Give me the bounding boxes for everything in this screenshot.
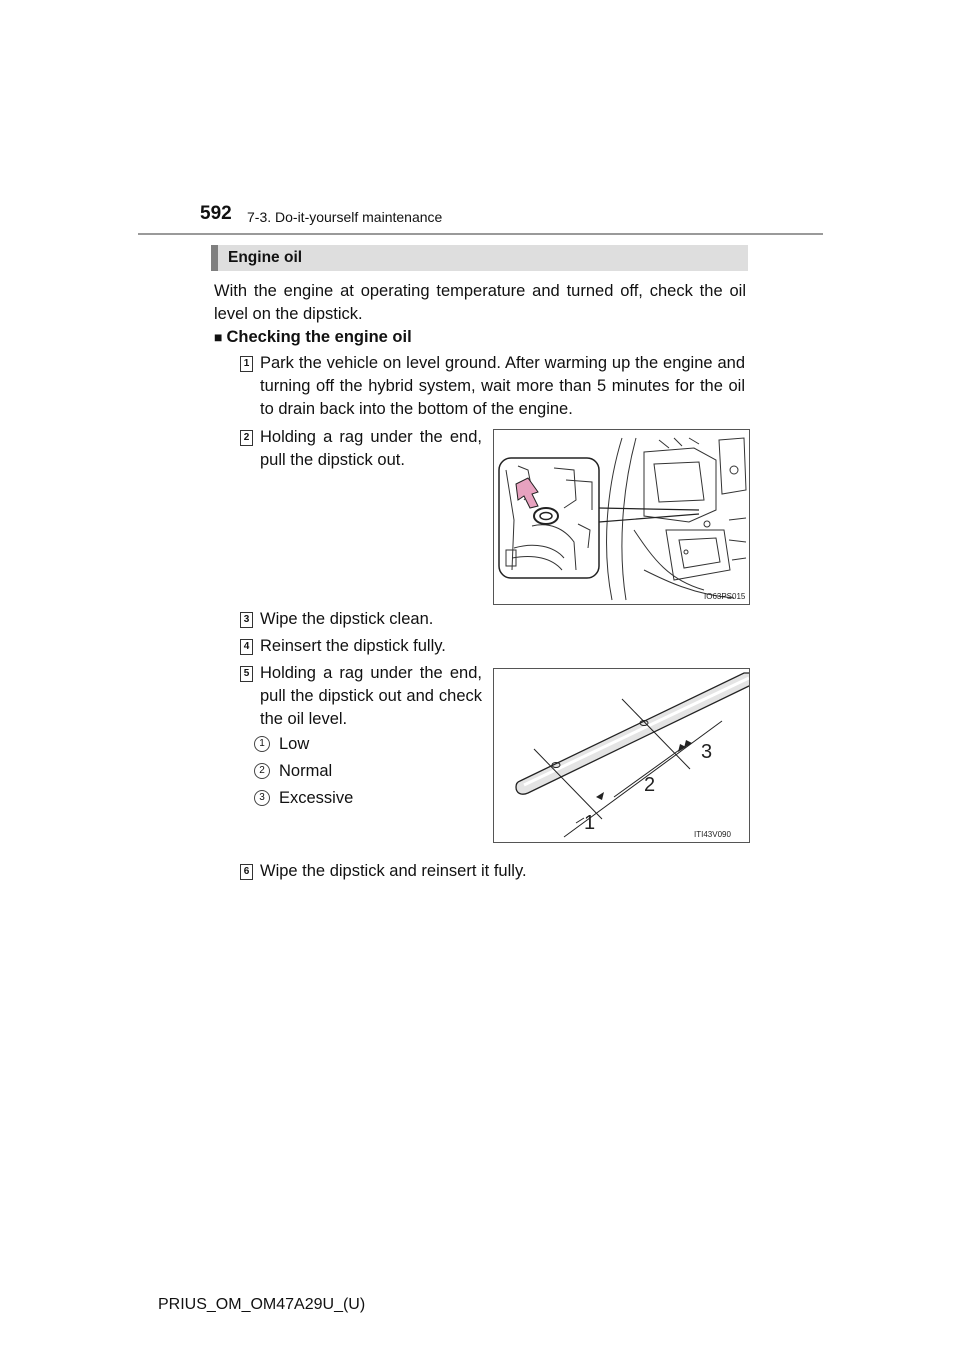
engine-bay-figure [493, 429, 750, 605]
figure-code: IO63PS015 [704, 592, 746, 601]
step-text: Holding a rag under the end, pull the dipstick out and check the oil level. [260, 664, 482, 728]
dipstick-illustration [494, 669, 750, 843]
page-number: 592 [200, 203, 232, 224]
header-rule [138, 233, 823, 235]
callout-2: 2 [644, 774, 656, 796]
subheading-text: Checking the engine oil [226, 328, 412, 346]
square-bullet-icon: ■ [214, 329, 223, 345]
level-number: 1 [254, 736, 270, 752]
step-number: 4 [240, 639, 253, 655]
level-label: Low [279, 735, 310, 753]
intro-paragraph: With the engine at operating temperature and turned off, check the oil level on the dipstick. [214, 282, 746, 323]
level-label: Normal [279, 762, 333, 780]
level-label: Excessive [279, 789, 354, 807]
step-text: Park the vehicle on level ground. After warming up the engine and turning off the hybrid system, wait more than 5 minutes for the oil to drain back into the bottom of the engine. [260, 354, 745, 418]
section-heading-bar [211, 245, 748, 271]
figure-code: ITI43V090 [694, 830, 731, 839]
level-number: 3 [254, 790, 270, 806]
step-number: 5 [240, 666, 253, 682]
step-text: Reinsert the dipstick fully. [260, 637, 446, 655]
step-text: Wipe the dipstick clean. [260, 610, 434, 628]
subheading [214, 328, 412, 347]
section-heading: Engine oil [228, 249, 303, 266]
engine-bay-illustration [494, 430, 750, 605]
step-text: Holding a rag under the end, pull the dipstick out. [260, 428, 482, 469]
step-number: 6 [240, 864, 253, 880]
callout-1: 1 [584, 812, 596, 834]
step-number: 1 [240, 356, 253, 372]
step-text: Wipe the dipstick and reinsert it fully. [260, 862, 527, 880]
callout-3: 3 [701, 741, 713, 763]
level-number: 2 [254, 763, 270, 779]
step-number: 3 [240, 612, 253, 628]
dipstick-figure [493, 668, 750, 843]
section-title: 7-3. Do-it-yourself maintenance [247, 209, 443, 225]
step-number: 2 [240, 430, 253, 446]
document-id-footer: PRIUS_OM_OM47A29U_(U) [158, 1296, 366, 1313]
